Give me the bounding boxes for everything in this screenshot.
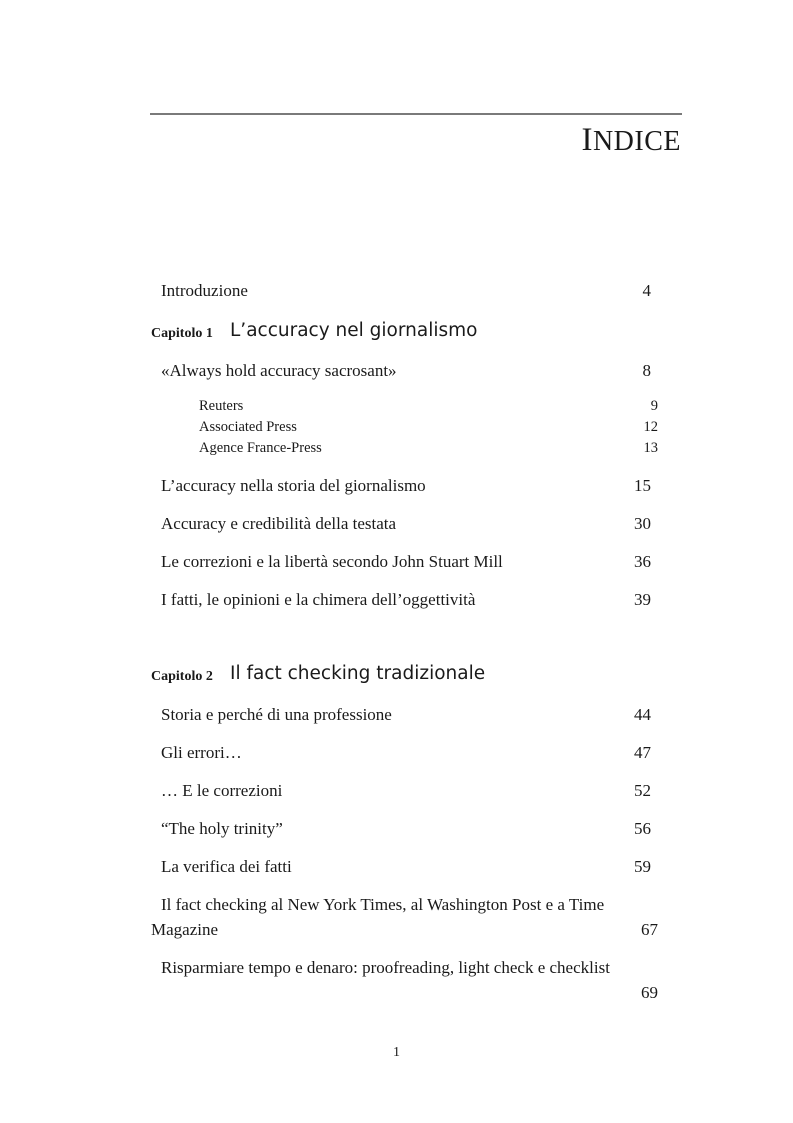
toc-entry[interactable] [0,552,793,574]
toc-entry-wrapped[interactable] [0,895,793,917]
toc-entry-title: Reuters [199,398,244,414]
toc-entry-page: 30 [634,514,651,533]
toc-subentry[interactable] [0,398,793,417]
chapter-label: Capitolo 2 [151,669,213,684]
toc-entry-introduzione[interactable] [0,281,793,303]
chapter-title: Il fact checking tradizionale [230,663,486,684]
toc-entry-page: 67 [641,920,658,939]
toc-entry-page: 59 [634,857,651,876]
toc-entry-wrapped-continuation[interactable] [0,983,793,1005]
toc-entry-page: 39 [634,590,651,609]
toc-entry-page: 52 [634,781,651,800]
toc-entry-page: 44 [634,705,651,724]
chapter-title: L’accuracy nel giornalismo [230,320,478,341]
toc-entry-title: «Always hold accuracy sacrosant» [161,361,397,380]
toc-entry[interactable] [0,514,793,536]
toc-entry-page: 9 [650,398,658,414]
toc-entry-title: Introduzione [161,281,248,300]
toc-entry-page: 47 [634,743,651,762]
toc-entry-title: Magazine [151,920,219,939]
toc-entry-page: 36 [634,552,651,571]
chapter-1-heading[interactable] [0,320,793,346]
toc-entry[interactable] [0,476,793,498]
toc-entry[interactable] [0,819,793,841]
toc-entry[interactable] [0,743,793,765]
page-title: INDICE [581,122,681,158]
toc-entry-title: L’accuracy nella storia del giornalismo [161,476,426,495]
toc-entry[interactable] [0,857,793,879]
toc-entry-title: Le correzioni e la libertà secondo John Stuart Mill [161,552,503,571]
toc-entry-title: Agence France-Press [199,440,322,456]
toc-entry-title: La verifica dei fatti [161,857,292,876]
toc-entry-wrapped[interactable] [0,958,793,980]
toc-entry-page: 8 [642,361,651,380]
page-number: 1 [393,1045,400,1060]
toc-entry[interactable] [0,781,793,803]
toc-entry-title: Il fact checking al New York Times, al Washington Post e a Time [161,895,605,914]
toc-entry-title: Risparmiare tempo e denaro: proofreading, light check e checklist [161,958,610,977]
chapter-label: Capitolo 1 [151,326,213,341]
toc-entry-page: 13 [643,440,658,456]
toc-entry-page: 15 [634,476,651,495]
toc-subentry[interactable] [0,440,793,459]
toc-subentry[interactable] [0,419,793,438]
header-rule [150,113,682,115]
toc-entry-wrapped-continuation[interactable] [0,920,793,942]
toc-entry[interactable] [0,590,793,612]
toc-entry-page: 56 [634,819,651,838]
chapter-2-heading[interactable] [0,663,793,689]
toc-entry[interactable] [0,361,793,383]
toc-entry-title: Gli errori… [161,743,242,762]
toc-entry-page: 69 [641,983,658,1002]
toc-entry-page: 4 [642,281,651,300]
toc-entry-title: … E le correzioni [161,781,283,800]
toc-entry-title: I fatti, le opinioni e la chimera dell’oggettività [161,590,476,609]
toc-entry[interactable] [0,705,793,727]
toc-entry-title: Storia e perché di una professione [161,705,392,724]
toc-entry-title: Accuracy e credibilità della testata [161,514,397,533]
toc-entry-title: Associated Press [199,419,297,435]
toc-entry-title: “The holy trinity” [161,819,283,838]
toc-entry-page: 12 [643,419,658,435]
